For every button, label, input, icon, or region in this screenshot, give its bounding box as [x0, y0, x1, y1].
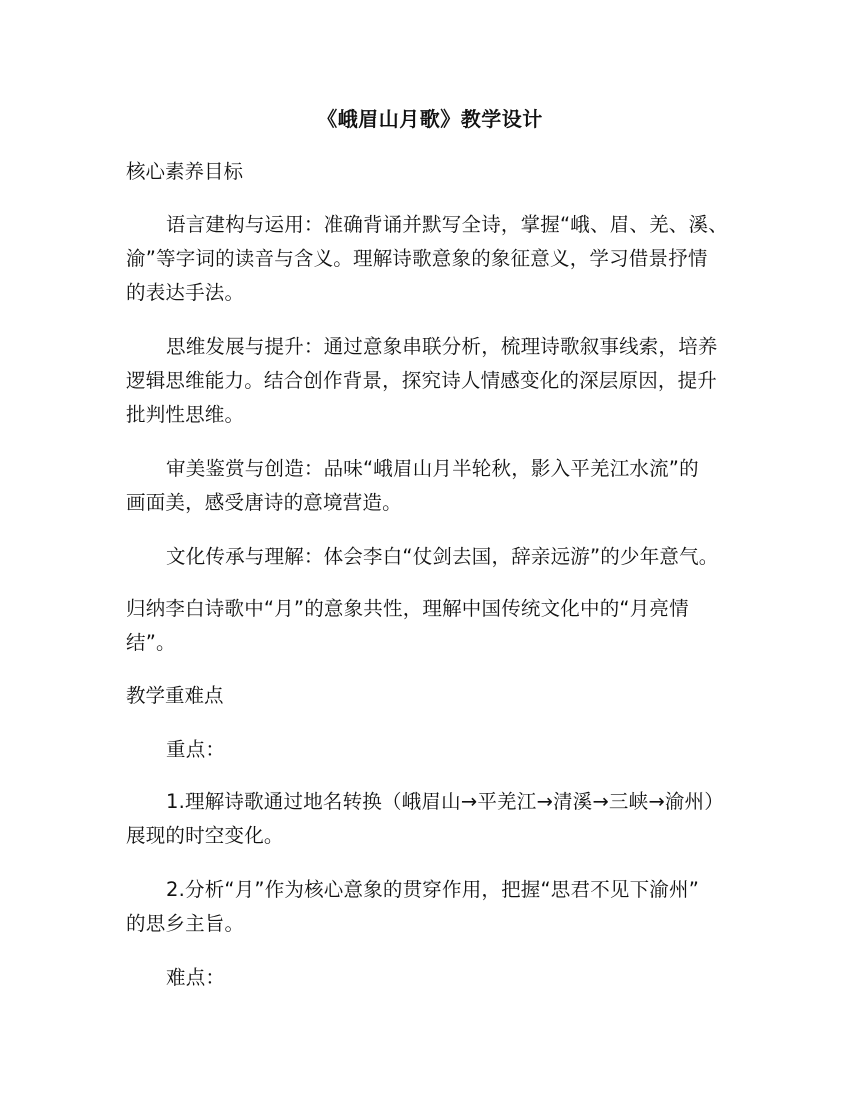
text-line: 思维发展与提升：通过意象串联分析，梳理诗歌叙事线索，培养 — [166, 335, 718, 358]
text-line: 重点： — [166, 738, 226, 761]
paragraph-aesthetics — [126, 452, 738, 520]
paragraph-moon-motif — [126, 592, 738, 660]
text-line: 渝”等字词的读音与含义。理解诗歌意象的象征意义，学习借景抒情 — [126, 247, 708, 270]
text-line: 结”。 — [126, 631, 176, 654]
paragraph-thinking — [126, 330, 738, 432]
document-title: 《峨眉山月歌》教学设计 — [317, 107, 543, 131]
text-line: 展现的时空变化。 — [126, 824, 284, 847]
section-heading-key-points: 教学重难点 — [126, 684, 224, 707]
text-line: 审美鉴赏与创造：品味“峨眉山月半轮秋，影入平羌江水流”的 — [166, 457, 699, 480]
text-line: 1.理解诗歌通过地名转换（峨眉山→平羌江→清溪→三峡→渝州） — [166, 790, 724, 813]
paragraph-key-point-2 — [126, 873, 738, 941]
paragraph-culture — [126, 540, 738, 574]
text-line: 归纳李白诗歌中“月”的意象共性，理解中国传统文化中的“月亮情 — [126, 597, 689, 620]
label-key-points — [126, 733, 738, 767]
text-line: 的表达手法。 — [126, 281, 245, 304]
text-line: 逻辑思维能力。结合创作背景，探究诗人情感变化的深层原因，提升 — [126, 369, 718, 392]
text-line: 画面美，感受唐诗的意境营造。 — [126, 491, 402, 514]
text-line: 批判性思维。 — [126, 403, 245, 426]
text-line: 文化传承与理解：体会李白“仗剑去国，辞亲远游”的少年意气。 — [166, 545, 719, 568]
text-line: 语言建构与运用：准确背诵并默写全诗，掌握“峨、眉、羌、溪、 — [166, 213, 728, 236]
section-heading-core-goals: 核心素养目标 — [126, 160, 244, 183]
text-line: 的思乡主旨。 — [126, 912, 245, 935]
text-line: 2.分析“月”作为核心意象的贯穿作用，把握“思君不见下渝州” — [166, 878, 700, 901]
text-line: 难点： — [166, 966, 226, 989]
paragraph-key-point-1 — [126, 785, 738, 853]
paragraph-language — [126, 208, 738, 310]
label-difficult-points — [126, 961, 738, 995]
